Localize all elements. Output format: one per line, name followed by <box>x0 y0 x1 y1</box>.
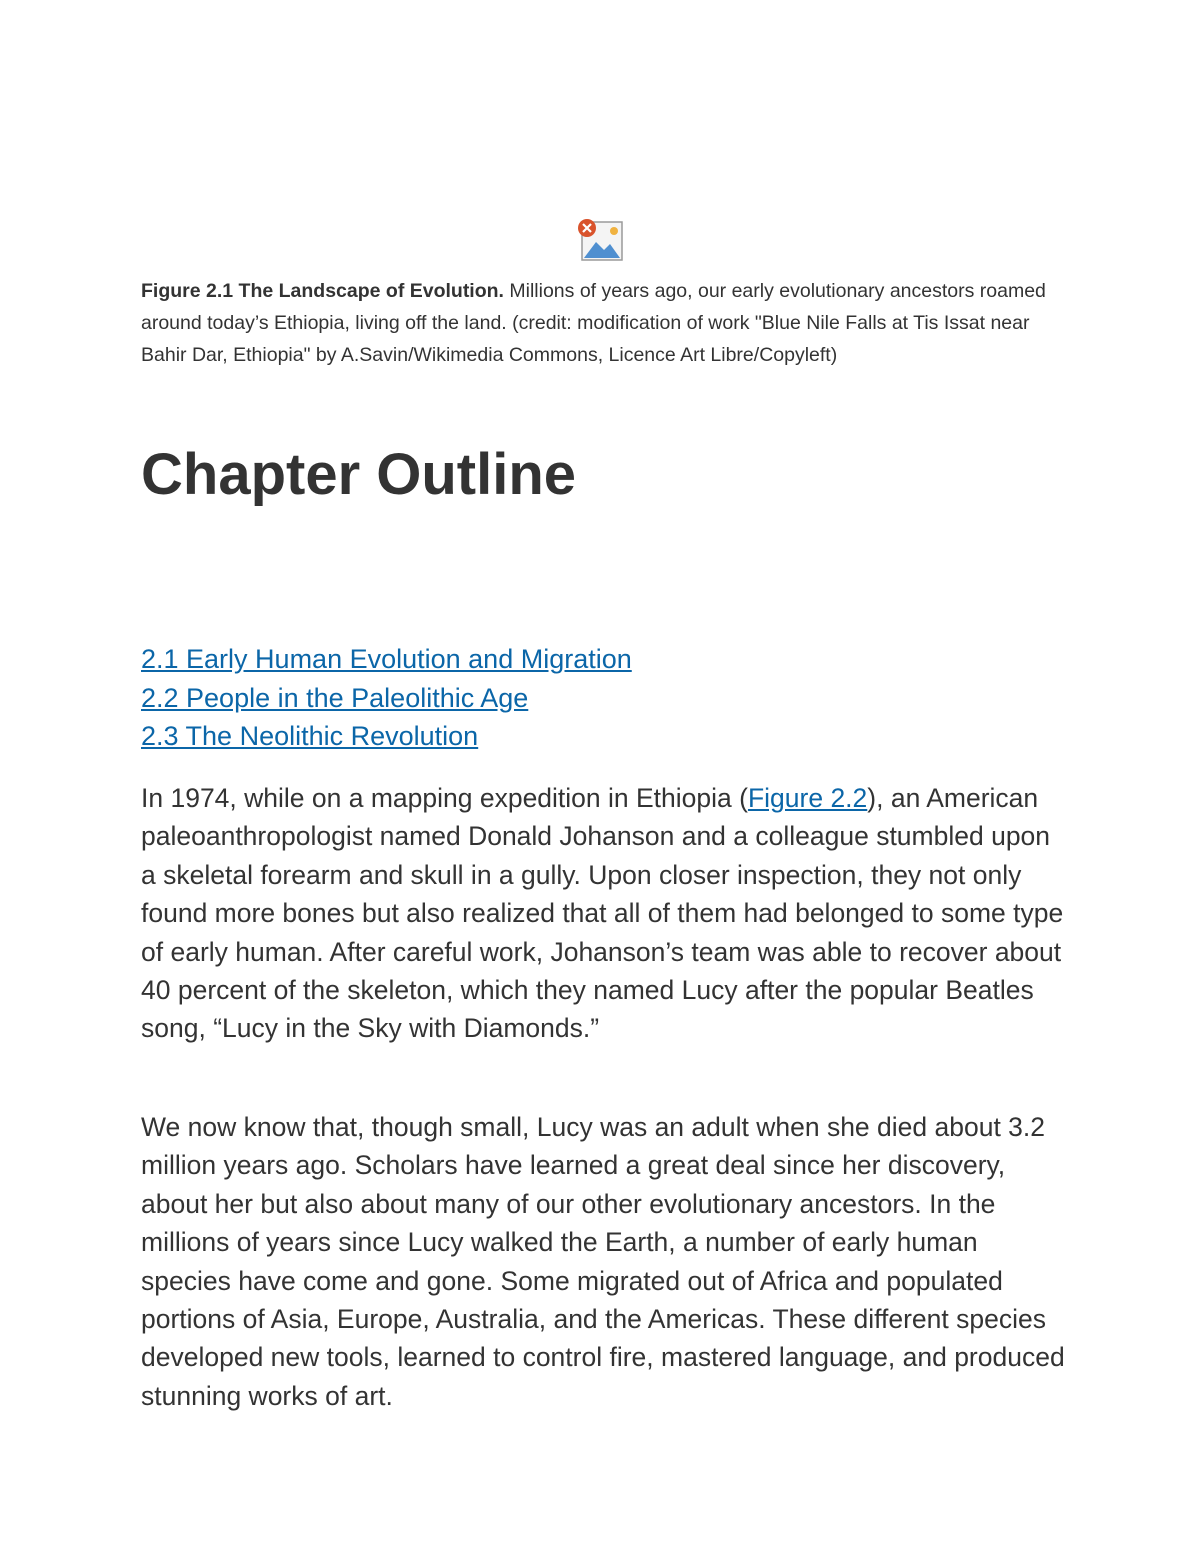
outline-link-2-1[interactable]: 2.1 Early Human Evolution and Migration <box>141 644 632 674</box>
outline-item <box>141 717 1061 756</box>
figure-2-2-link[interactable]: Figure 2.2 <box>747 783 868 813</box>
para1-text-start: In 1974, while on a mapping expedition in Ethiopia ( <box>141 783 748 813</box>
figure-caption <box>141 275 1061 371</box>
outline-item <box>141 679 1061 718</box>
body-paragraph-2: We now know that, though small, Lucy was an adult when she died about 3.2 million years ago. Scholars have learned a great deal since her discovery, about her but also about many of our other evolutionary ancestors. In the millions of years since Lucy walked the Earth, a number of early human species have come and gone. Some migrated out of Africa and populated portions of Asia, Europe, Australia, and the Americas. These different species developed new tools, learned to control fire, mastered language, and produced stunning works of art. <box>141 1112 1065 1411</box>
body-paragraph-1 <box>141 779 1071 1048</box>
figure-label: Figure 2.1 The Landscape of Evolution. <box>141 280 504 302</box>
broken-image-icon <box>576 218 624 262</box>
outline-link-2-2[interactable]: 2.2 People in the Paleolithic Age <box>141 682 529 713</box>
outline-item <box>141 640 1061 679</box>
para1-text-end: ), an American paleoanthropologist named Donald Johanson and a colleague stumbled upon a skeletal forearm and skull in a gully. Upon closer inspection, they not only found more bones but also realized that all of them had belonged to some type of early human. After careful work, Johanson’s team was able to recover about 40 percent of the skeleton, which they named Lucy after the popular Beatles song, “Lucy in the Sky with Diamonds.” <box>141 783 1064 1044</box>
figure-caption-text: Millions of years ago, our early evolutionary ancestors roamed around today’s Ethiopia, living off the land. (credit: modification of work "Blue Nile Falls at Tis Issat near Bahir Dar, Ethiopia" by A.Savin/Wikimedia Commons, Licence Art Libre/Copyleft) <box>141 280 1046 366</box>
outline-link-2-3[interactable]: 2.3 The Neolithic Revolution <box>141 721 479 751</box>
chapter-title: Chapter Outline <box>141 442 577 507</box>
chapter-outline-list <box>141 640 1061 756</box>
